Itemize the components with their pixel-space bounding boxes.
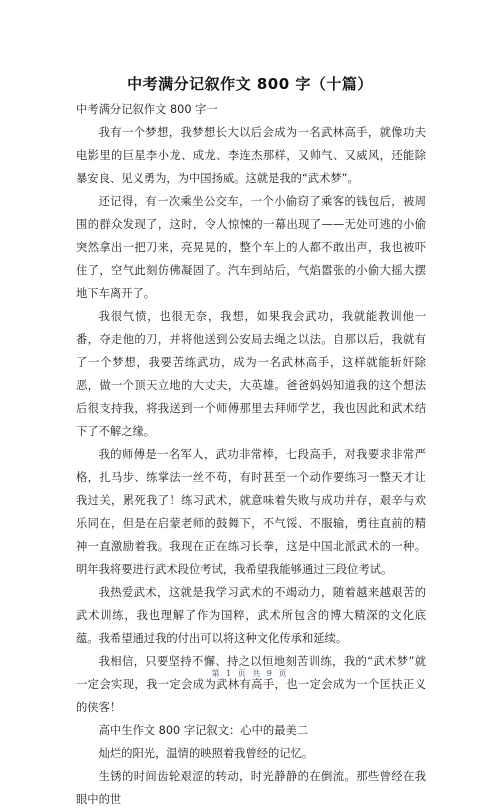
section-heading: 高中生作文 800 字记叙文：心中的最美二 — [98, 724, 309, 737]
paragraph: 我很气愤，也很无奈，我想，如果我会武功，我就能教训他一番，夺走他的刀，并将他送到公安局去绳之以法。自那以后，我就有了一个梦想，我要苦练武功，成为一名武林高手，这样就能斩奸除恶，做一个顶天立地的大丈夫，大英雄。爸爸妈妈知道我的这个想法后很支持我，将我送到一个师傅那里去拜师学艺，我也因此和武术结下了不解之缘。 — [76, 310, 426, 438]
section-heading: 中考满分记叙作文 800 字一 — [76, 103, 218, 116]
paragraph: 还记得，有一次乘坐公交车，一个小偷窃了乘客的钱包后，被周围的群众发现了，这时，令人惊悚的一幕出现了——无处可逃的小偷突然拿出一把刀来，亮晃晃的，整个车上的人都不敢出声，我也被吓住了，空气此刻仿佛凝固了。汽车到站后，气焰嚣张的小偷大摇大摆地下车离开了。 — [76, 195, 426, 300]
paragraph: 我的师傅是一名军人，武功非常棒，七段高手，对我要求非常严格，扎马步、练掌法一丝不苟，有时甚至一个动作要练习一整天才让我过关，累死我了！练习武术，就意味着失败与成功并存，艰辛与欢乐同在，但是在启蒙老师的鼓舞下，不气馁、不服输，勇往直前的精神一直激励着我。我现在正在练习长拳，这是中国北派武术的一种。明年我将要进行武术段位考试，我希望我能够通过三段位考试。 — [76, 448, 426, 576]
paragraph: 我热爱武术，这就是我学习武术的不竭动力，随着越来越艰苦的武术训练，我也理解了作为国粹，武术所包含的博大精深的文化底蕴。我希望通过我的付出可以将这种文化传承和延续。 — [76, 586, 426, 645]
document-body — [76, 98, 426, 811]
page-number-footer: 第 1 页 共 9 页 — [211, 669, 289, 678]
paragraph: 我相信，只要坚持不懈、持之以恒地刻苦训练，我的“武术梦”就一定会实现，我一定会成为武林有高手，也一定会成为一个匡扶正义的侠客！ — [76, 655, 426, 714]
paragraph: 灿烂的阳光，温情的映照着我曾经的记忆。 — [98, 747, 314, 760]
document-title: 中考满分记叙作文 800 字（十篇） — [127, 75, 373, 93]
paragraph: 我有一个梦想，我梦想长大以后会成为一名武林高手，就像功夫电影里的巨星李小龙、成龙、李连杰那样，又帅气、又威风，还能除暴安良、见义勇为，为中国扬威。这就是我的“武术梦”。 — [76, 126, 426, 185]
paragraph: 生锈的时间齿轮艰涩的转动，时光静静的在倒流。那些曾经在我眼中的世 — [76, 770, 426, 806]
